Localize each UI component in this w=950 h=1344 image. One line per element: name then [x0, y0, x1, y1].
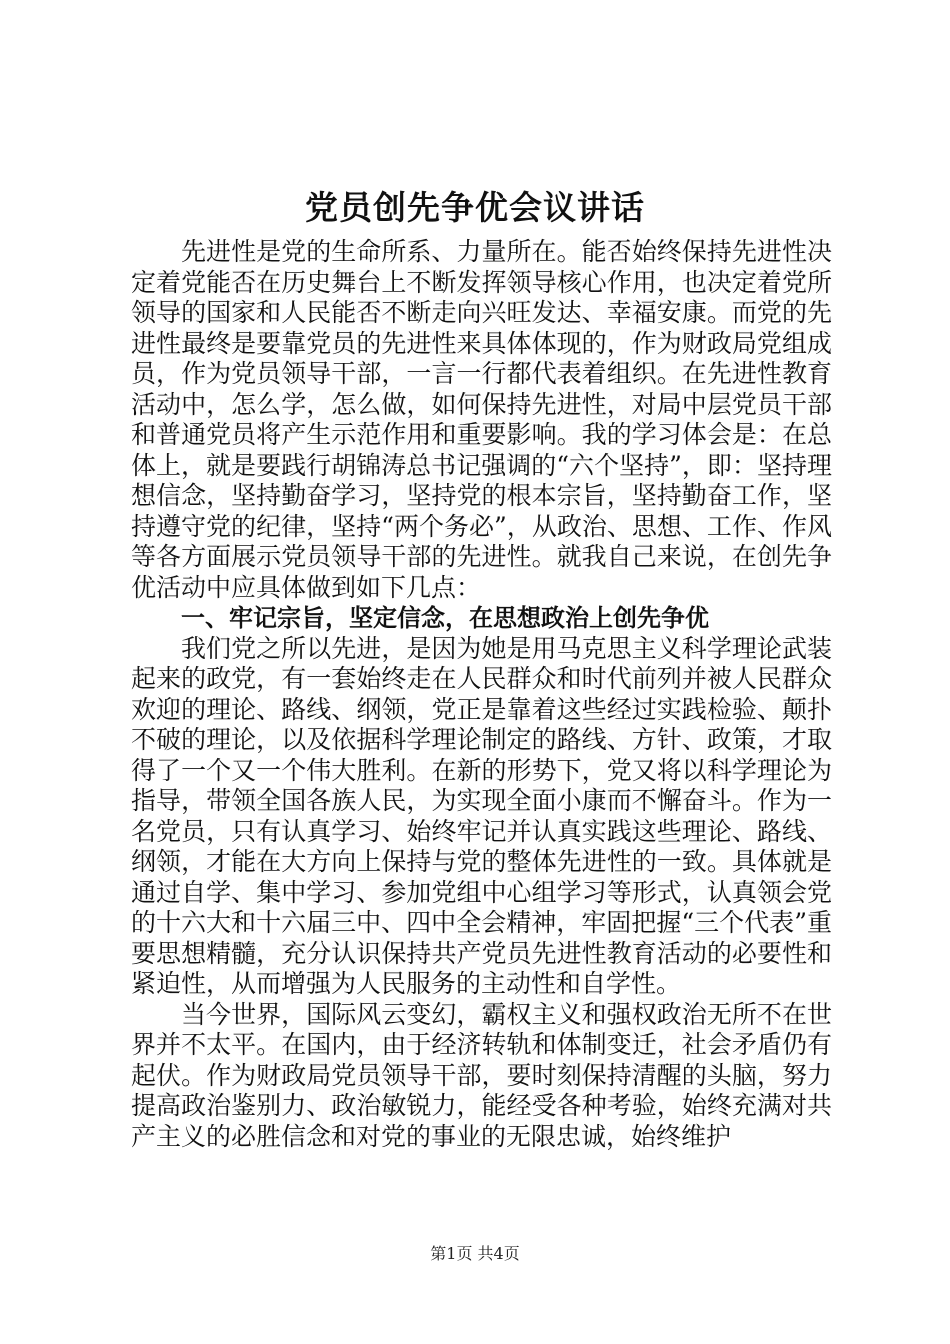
section-heading-1: 一、牢记宗旨，坚定信念，在思想政治上创先争优: [181, 604, 709, 632]
paragraph-intro: 先进性是党的生命所系、力量所在。能否始终保持先进性决定着党能否在历史舞台上不断发挥领导核心作用，也决定着党所领导的国家和人民能否不断走向兴旺发达、幸福安康。而党的先进性最终是要靠党员的先进性来具体体现的，作为财政局党组成员，作为党员领导干部，一言一行都代表着组织。在先进性教育活动中，怎么学，怎么做，如何保持先进性，对局中层党员干部和普通党员将产生示范作用和重要影响。我的学习体会是：在总体上，就是要践行胡锦涛总书记强调的“六个坚持”，即：坚持理想信念，坚持勤奋学习，坚持党的根本宗旨，坚持勤奋工作，坚持遵守党的纪律，坚持“两个务必”，从政治、思想、工作、作风等各方面展示党员领导干部的先进性。就我自己来说，在创先争优活动中应具体做到如下几点：: [131, 237, 832, 602]
page-footer: 第1页 共4页: [430, 1244, 520, 1263]
paragraph-section-1-continued: 当今世界，国际风云变幻，霸权主义和强权政治无所不在世界并不太平。在国内，由于经济转轨和体制变迁，社会矛盾仍有起伏。作为财政局党员领导干部，要时刻保持清醒的头脑，努力提高政治鉴别力、政治敏锐力，能经受各种考验，始终充满对共产主义的必胜信念和对党的事业的无限忠诚，始终维护: [131, 999, 832, 1151]
document-body: [131, 237, 832, 1152]
paragraph-section-1: 我们党之所以先进，是因为她是用马克思主义科学理论武装起来的政党，有一套始终走在人民群众和时代前列并被人民群众欢迎的理论、路线、纲领，党正是靠着这些经过实践检验、颠扑不破的理论，以及依据科学理论制定的路线、方针、政策，才取得了一个又一个伟大胜利。在新的形势下，党又将以科学理论为指导，带领全国各族人民，为实现全面小康而不懈奋斗。作为一名党员，只有认真学习、始终牢记并认真实践这些理论、路线、纲领，才能在大方向上保持与党的整体先进性的一致。具体就是通过自学、集中学习、参加党组中心组学习等形式，认真领会党的十六大和十六届三中、四中全会精神，牢固把握“三个代表”重要思想精髓，充分认识保持共产党员先进性教育活动的必要性和紧迫性，从而增强为人民服务的主动性和自学性。: [131, 633, 832, 998]
document-title: 党员创先争优会议讲话: [305, 188, 645, 227]
